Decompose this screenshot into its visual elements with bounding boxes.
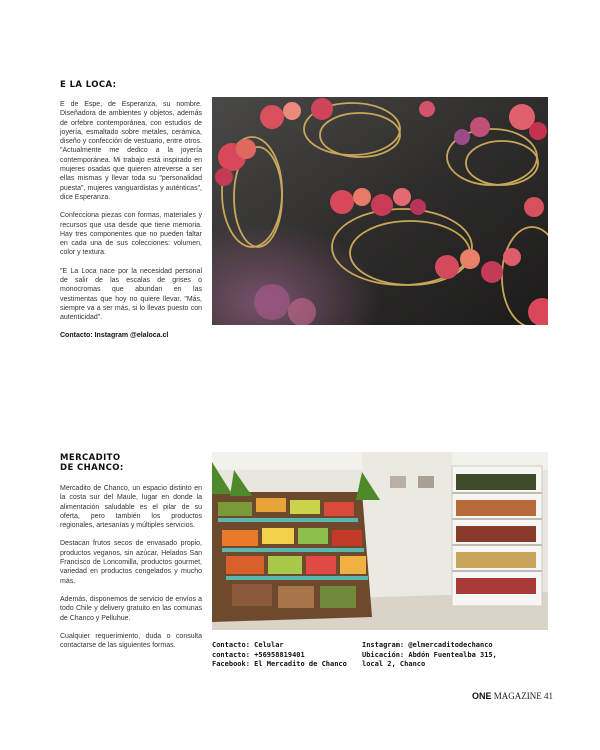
section2-title xyxy=(60,453,124,473)
section2-paragraph: Además, disponemos de servicio de envíos a todo Chile y delivery gratuito en las comunas de Chanco y Pelluhue. xyxy=(60,595,202,622)
section2-title-line: DE CHANCO: xyxy=(60,463,124,473)
section1-paragraph: "E La Loca nace por la necesidad personal de salir de las escalas de grises o monocromas que abundan en las vestimentas que hoy no quiere llevar. "Más, siempre va a ser más, si lo llevas puesto con autenticidad". xyxy=(60,267,202,322)
section1-title: E LA LOCA: xyxy=(60,80,117,90)
section2-body xyxy=(60,484,202,659)
store-illustration xyxy=(212,452,548,630)
info-line: Contacto: Celular xyxy=(212,641,284,649)
section2-paragraph: Cualquier requerimiento, duda o consulta contactarse de las siguientes formas. xyxy=(60,632,202,650)
section1-contact: Contacto: Instagram @elaloca.cl xyxy=(60,331,169,339)
jewelry-photo xyxy=(212,97,548,325)
magazine-label: MAGAZINE 41 xyxy=(493,691,554,701)
store-photo xyxy=(212,452,548,630)
section1-paragraph: Confecciona piezas con formas, materiales y recursos que usa desde que tiene memoria. Hay tres componentes que no pueden faltar en cada una de sus colecciones: volumen, color y textura. xyxy=(60,212,202,257)
info-line: contacto: +56958819401 xyxy=(212,650,305,659)
info-line: Ubicación: Abdón Fuentealba 315, xyxy=(362,650,497,659)
section1-body xyxy=(60,100,202,339)
jewelry-illustration xyxy=(212,97,548,325)
store-contact-info xyxy=(212,641,347,670)
info-line: Facebook: El Mercadito de Chanco xyxy=(212,660,347,668)
section2-paragraph: Destacan frutos secos de envasado propio, productos veganos, sin azúcar, Helados San Francisco de Loncomilla, productos gourmet, variedad en productos congelados y mucho más. xyxy=(60,540,202,585)
magazine-brand: ONE xyxy=(472,691,492,701)
section2-title-line: MERCADITO xyxy=(60,453,121,463)
store-location-info xyxy=(362,641,497,670)
page-footer xyxy=(472,691,553,701)
section1-paragraph: E de Espe, de Esperanza, su nombre. Diseñadora de ambientes y objetos, además de orfebre contemporánea, con estudios de joyería, esmaltado sobre metales, cerámica, diseño y confección de vestuario, entre otros. "Actualmente me dedico a la joyería contemporánea. Mi trabajo está inspirado en mujeres osadas que quieren atreverse a ser ellas mismas y llevar toda su "personalidad puesta", mujeres vanguardistas y auténticas", dice Esperanza. xyxy=(60,101,202,201)
info-line: local 2, Chanco xyxy=(362,660,426,668)
section2-paragraph: Mercadito de Chanco, un espacio distinto en la costa sur del Maule, lugar en donde la alimentación saludable es el pilar de su oferta, pero también los productos regionales, artesanías y múltiples servicios. xyxy=(60,485,202,530)
info-line: Instagram: @elmercaditodechanco xyxy=(362,641,493,649)
